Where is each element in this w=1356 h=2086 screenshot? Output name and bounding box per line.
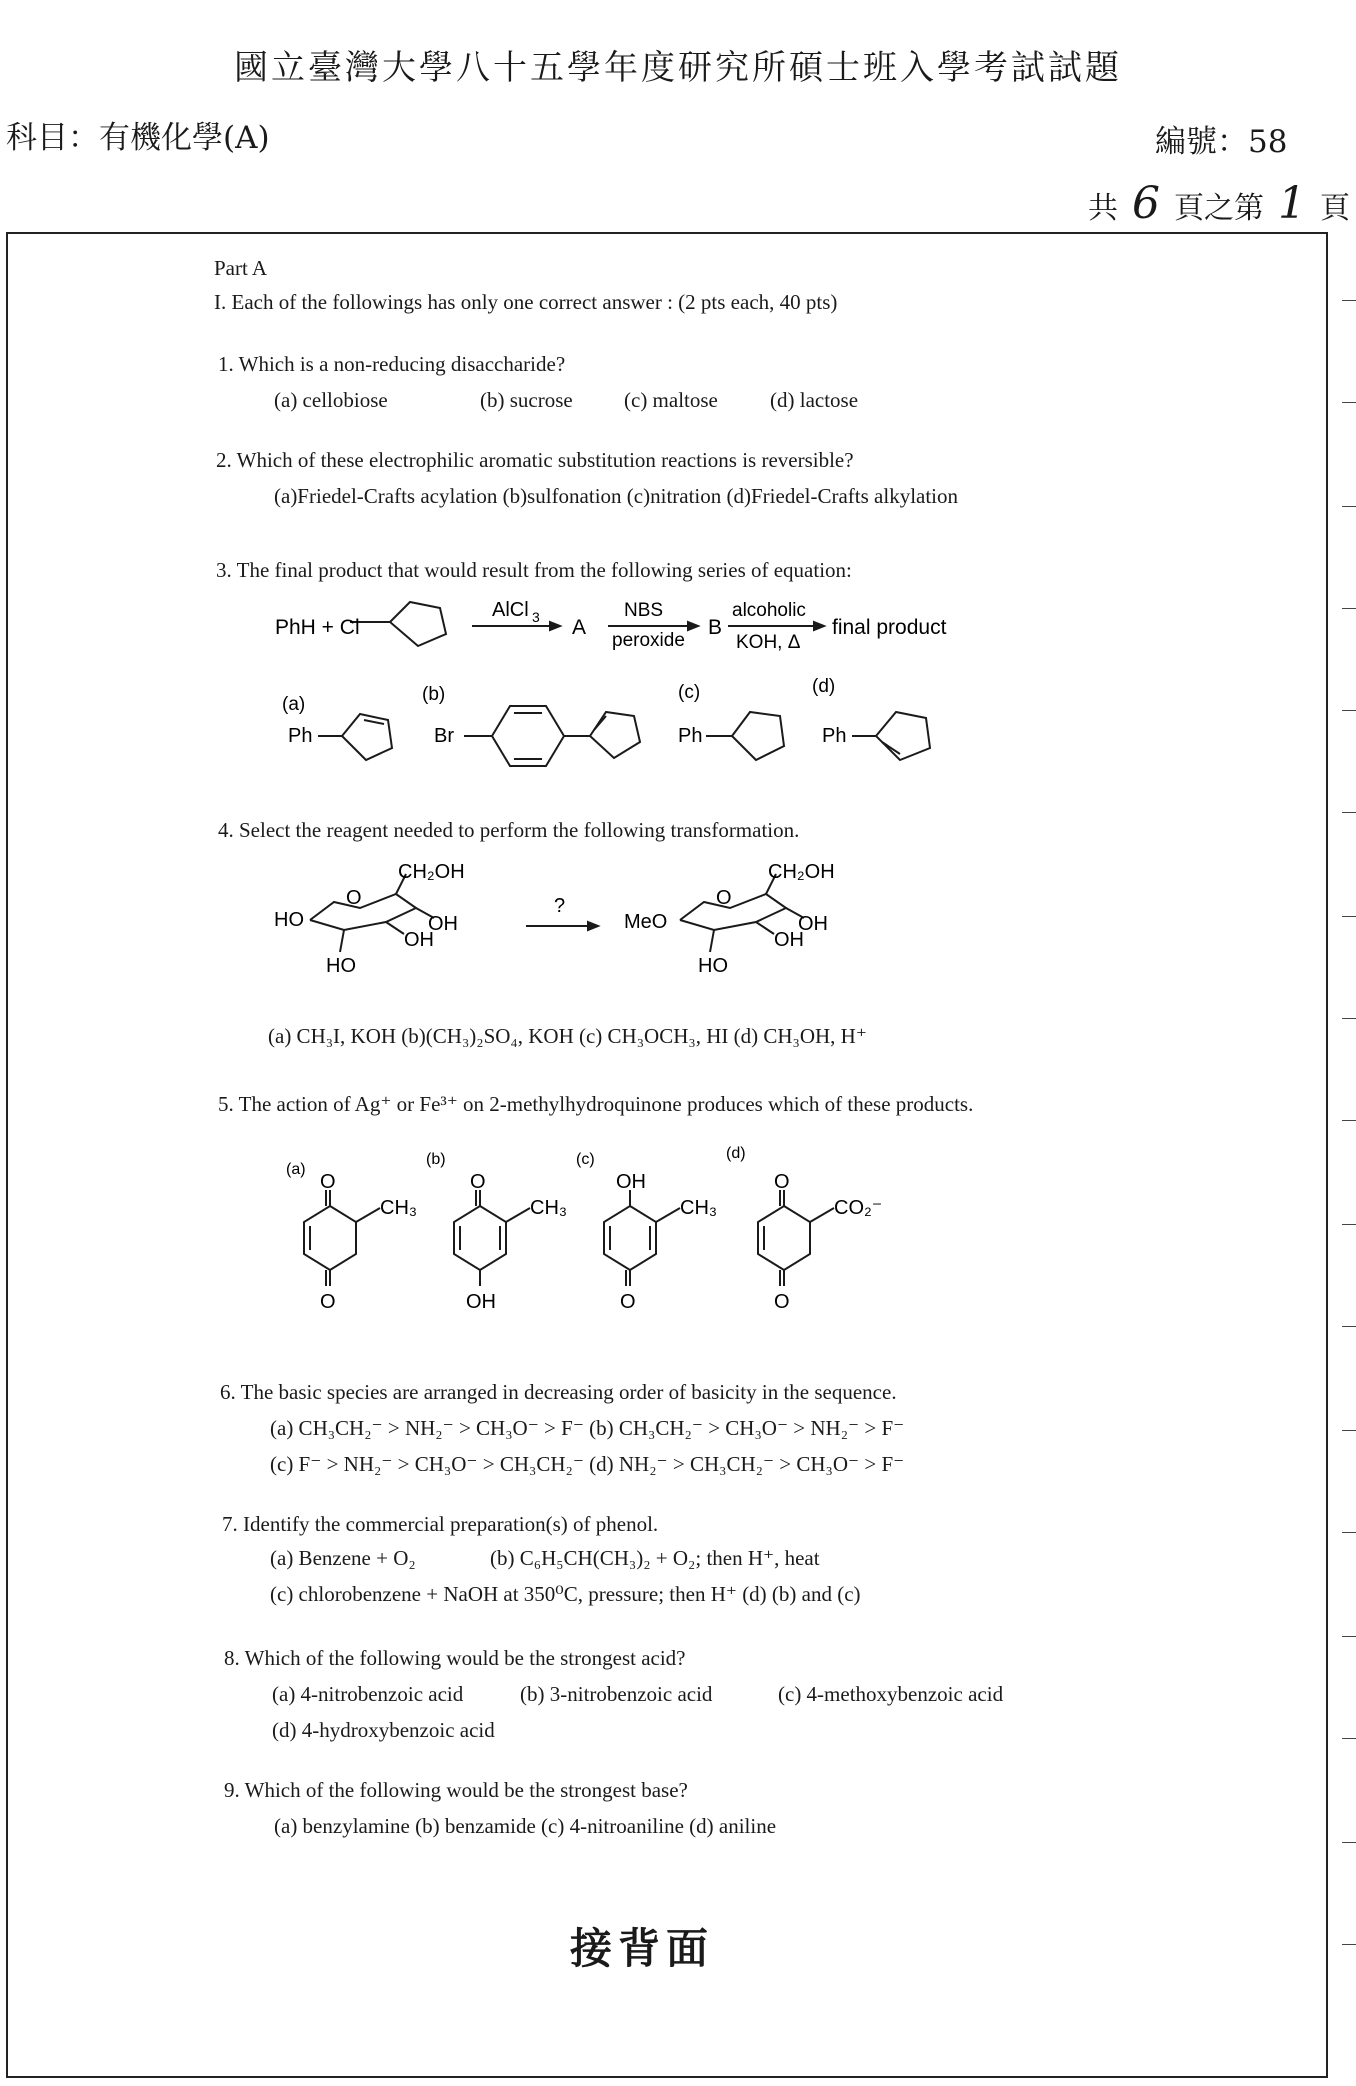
oh-label: OH — [428, 913, 458, 935]
q4-transformation — [270, 860, 910, 990]
continue-on-back: 接背面 — [570, 1924, 715, 1973]
o-label: O — [470, 1171, 486, 1193]
q3-reagent1: AlCl — [492, 599, 529, 621]
q3-reagent2-top: NBS — [624, 600, 664, 621]
ring — [758, 1206, 810, 1270]
q7-option-c-d: (c) chlorobenzene + NaOH at 350⁰C, pressure; then H⁺ (d) (b) and (c) — [270, 1582, 861, 1606]
q3-reagent3-top: alcoholic — [732, 600, 806, 621]
edge-tick — [1342, 1018, 1356, 1019]
q5-structures — [270, 1140, 910, 1340]
edge-tick — [1342, 506, 1356, 507]
pyranose-ring — [310, 894, 416, 930]
ho-label: HO — [698, 955, 728, 977]
edge-tick — [1342, 1532, 1356, 1533]
q8-option-b: (b) 3-nitrobenzoic acid — [520, 1682, 713, 1706]
meo-label: MeO — [624, 911, 668, 933]
q1-stem: 1. Which is a non-reducing disaccharide? — [218, 352, 566, 376]
edge-tick — [1342, 1842, 1356, 1843]
edge-tick — [1342, 1944, 1356, 1945]
o-label: O — [320, 1171, 336, 1193]
q4-stem: 4. Select the reagent needed to perform the following transformation. — [218, 818, 800, 842]
ch3-label: CH₃ — [530, 1197, 568, 1219]
q1-option-b: (b) sucrose — [480, 388, 573, 412]
q8-option-a: (a) 4-nitrobenzoic acid — [272, 1682, 464, 1706]
q7-stem: 7. Identify the commercial preparation(s) of phenol. — [222, 1512, 659, 1536]
cyclopentane-ring — [390, 602, 446, 646]
ch2oh-label: CH₂OH — [768, 861, 835, 883]
q1-option-d: (d) lactose — [770, 388, 859, 412]
q2-options: (a)Friedel-Crafts acylation (b)sulfonation (c)nitration (d)Friedel-Crafts alkylation — [274, 484, 959, 508]
q3-label-d: (d) — [812, 676, 836, 697]
q3-label-b: (b) — [422, 684, 446, 705]
edge-tick — [1342, 916, 1356, 917]
edge-tick — [1342, 300, 1356, 301]
edge-tick — [1342, 1430, 1356, 1431]
pages-current: 1 — [1278, 178, 1306, 229]
pages-post: 頁 — [1320, 191, 1350, 226]
edge-tick — [1342, 1224, 1356, 1225]
q6-line2: (c) F⁻ > NH₂⁻ > CH₃O⁻ > CH₃CH₂⁻ (d) NH₂⁻ > CH₃CH₂⁻ > CH₃O⁻ > F⁻ — [270, 1452, 905, 1476]
o-label: O — [620, 1291, 636, 1313]
q5-label-d: (d) — [726, 1145, 746, 1162]
q3-reagent2-bottom: peroxide — [612, 630, 685, 651]
ph-label: Ph — [678, 725, 703, 747]
q9-options: (a) benzylamine (b) benzamide (c) 4-nitroaniline (d) aniline — [274, 1814, 777, 1838]
q5-stem: 5. The action of Ag⁺ or Fe³⁺ on 2-methylhydroquinone produces which of these products. — [218, 1092, 974, 1116]
edge-tick — [1342, 402, 1356, 403]
q8-stem: 8. Which of the following would be the strongest acid? — [224, 1646, 686, 1670]
ph-label: Ph — [822, 725, 847, 747]
q5-label-c: (c) — [576, 1151, 595, 1168]
q3-label-a: (a) — [282, 694, 306, 715]
ho-label: HO — [326, 955, 356, 977]
q3-final-product: final product — [832, 616, 947, 639]
q3-reactants: PhH + Cl — [275, 616, 360, 639]
q6-line1: (a) CH₃CH₂⁻ > NH₂⁻ > CH₃O⁻ > F⁻ (b) CH₃CH₂⁻ > CH₃O⁻ > NH₂⁻ > F⁻ — [270, 1416, 905, 1440]
q3-intermediate-b: B — [708, 616, 723, 639]
exam-title: 國立臺灣大學八十五學年度研究所碩士班入學考試試題 — [234, 48, 1122, 88]
co2-label: CO₂⁻ — [834, 1197, 883, 1219]
q9-stem: 9. Which of the following would be the strongest base? — [224, 1778, 688, 1802]
part-label: Part A — [214, 256, 268, 280]
edge-tick — [1342, 1636, 1356, 1637]
q5-label-a: (a) — [286, 1161, 306, 1178]
oh-label: OH — [774, 929, 804, 951]
q3-reagent1-sub: 3 — [532, 609, 540, 625]
q3-intermediate-a: A — [572, 616, 587, 639]
cyclopentane-ring — [732, 712, 784, 760]
ring-o-label: O — [716, 887, 732, 909]
section-heading: I. Each of the followings has only one correct answer : (2 pts each, 40 pts) — [214, 290, 838, 314]
br-label: Br — [434, 725, 454, 747]
edge-tick — [1342, 608, 1356, 609]
q5-label-b: (b) — [426, 1151, 446, 1168]
pages-mid: 頁之第 — [1174, 191, 1264, 226]
ring — [454, 1206, 506, 1270]
ch3-label: CH₃ — [680, 1197, 718, 1219]
cyclopentene-ring — [590, 712, 640, 758]
pages-total: 6 — [1132, 178, 1160, 229]
ch3-label: CH₃ — [380, 1197, 418, 1219]
edge-tick — [1342, 812, 1356, 813]
ho-label: HO — [274, 909, 304, 931]
o-label: O — [320, 1291, 336, 1313]
q2-stem: 2. Which of these electrophilic aromatic substitution reactions is reversible? — [216, 448, 854, 472]
edge-tick — [1342, 1120, 1356, 1121]
subject-label: 科目：有機化學(A) — [6, 120, 270, 156]
q3-reagent3-bottom: KOH, Δ — [736, 632, 801, 653]
q8-option-d: (d) 4-hydroxybenzoic acid — [272, 1718, 495, 1742]
q1-option-a: (a) cellobiose — [274, 388, 388, 412]
oh-label: OH — [404, 929, 434, 951]
o-label: O — [774, 1291, 790, 1313]
q4-options: (a) CH₃I, KOH (b)(CH₃)₂SO₄, KOH (c) CH₃OCH₃, HI (d) CH₃OH, H⁺ — [268, 1024, 867, 1048]
q8-option-c: (c) 4-methoxybenzoic acid — [778, 1682, 1004, 1706]
o-label: O — [774, 1171, 790, 1193]
oh-label: OH — [798, 913, 828, 935]
arrow-label: ? — [554, 895, 566, 917]
pyranose-ring — [680, 894, 786, 930]
q7-option-a: (a) Benzene + O₂ — [270, 1546, 416, 1570]
ph-label: Ph — [288, 725, 313, 747]
pages-pre: 共 — [1088, 191, 1118, 226]
exam-code: 編號：58 — [1155, 124, 1288, 160]
oh-label: OH — [466, 1291, 496, 1313]
q3-stem: 3. The final product that would result from the following series of equation: — [216, 558, 852, 582]
cyclopentene-ring — [876, 712, 930, 760]
edge-tick — [1342, 1738, 1356, 1739]
q3-label-c: (c) — [678, 682, 701, 703]
benzene-ring — [492, 706, 564, 766]
q6-stem: 6. The basic species are arranged in decreasing order of basicity in the sequence. — [220, 1380, 897, 1404]
ch2oh-label: CH₂OH — [398, 861, 465, 883]
q7-option-b: (b) C₆H₅CH(CH₃)₂ + O₂; then H⁺, heat — [490, 1546, 820, 1570]
ring — [604, 1206, 656, 1270]
page-indicator — [1088, 178, 1350, 229]
edge-tick — [1342, 710, 1356, 711]
q1-option-c: (c) maltose — [624, 388, 718, 412]
ring — [304, 1206, 356, 1270]
q3-reaction-scheme — [260, 590, 1020, 790]
ring-o-label: O — [346, 887, 362, 909]
edge-tick — [1342, 1326, 1356, 1327]
oh-label: OH — [616, 1171, 646, 1193]
